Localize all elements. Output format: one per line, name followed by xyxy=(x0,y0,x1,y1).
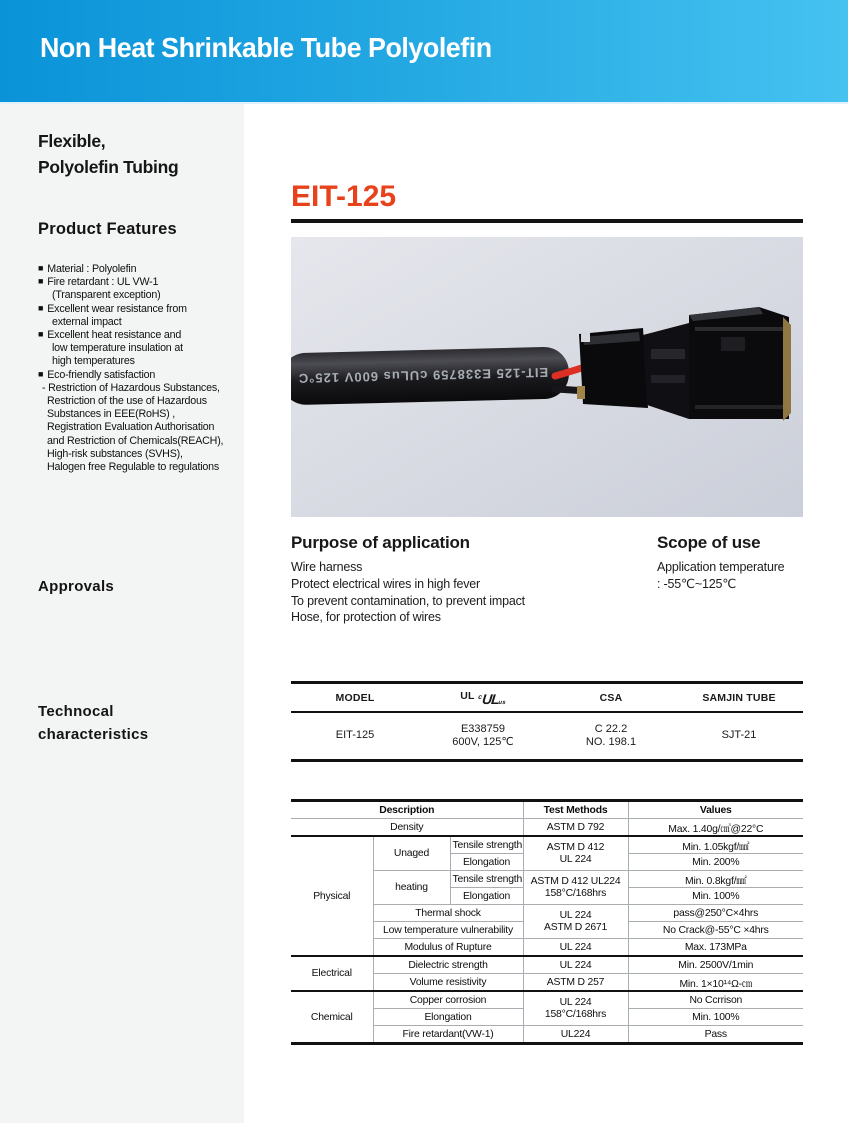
property-label: Fire retardant(VW-1) xyxy=(373,1026,523,1044)
page-header-banner xyxy=(0,0,848,104)
approvals-csa-value: C 22.2 NO. 198.1 xyxy=(585,722,637,748)
approvals-header-row xyxy=(291,683,803,713)
method-cell: UL 224 xyxy=(523,939,628,957)
product-subtitle-line1: Flexible, xyxy=(38,131,106,151)
feature-text: low temperature insulation at xyxy=(52,342,183,355)
technical-characteristics-table xyxy=(291,799,803,1045)
approvals-header-samjin: SAMJIN TUBE xyxy=(675,683,803,713)
feature-item xyxy=(38,263,238,276)
scope-line: : -55℃~125℃ xyxy=(657,576,737,591)
category-electrical: Electrical xyxy=(291,956,373,991)
value-cell: Min. 1.05kgf/㎟ xyxy=(628,836,803,854)
value-cell: Min. 200% xyxy=(628,854,803,871)
value-cell: Min. 100% xyxy=(628,1009,803,1026)
property-label: Modulus of Rupture xyxy=(373,939,523,957)
method-cell: UL 224 xyxy=(523,956,628,974)
method-cell: UL224 xyxy=(523,1026,628,1044)
eco-note-line: and Restriction of Chemicals(REACH), xyxy=(47,434,224,447)
feature-text: external impact xyxy=(52,315,122,328)
approvals-samjin-value: SJT-21 xyxy=(721,729,757,742)
tech-row-copper-corrosion xyxy=(291,991,803,1009)
approvals-header-csa: CSA xyxy=(547,683,675,713)
scope-heading: Scope of use xyxy=(657,533,761,552)
category-chemical: Chemical xyxy=(291,991,373,1044)
tech-header-test-methods: Test Methods xyxy=(523,801,628,819)
value-cell: No Crack@-55°C ×4hrs xyxy=(628,922,803,939)
approvals-table xyxy=(291,681,803,762)
property-label: Elongation xyxy=(373,1009,523,1026)
eco-note-line: Registration Evaluation Authorisation xyxy=(47,421,215,434)
product-photo xyxy=(291,237,803,517)
property-label: Thermal shock xyxy=(373,905,523,922)
bullet-square-icon: ■ xyxy=(38,263,44,273)
purpose-body xyxy=(291,559,525,626)
feature-item xyxy=(38,329,238,342)
bullet-square-icon: ■ xyxy=(38,302,44,313)
category-physical: Physical xyxy=(291,836,373,956)
title-rule-divider xyxy=(291,219,803,223)
feature-text: Eco-friendly satisfaction xyxy=(47,368,156,381)
heating-method: ASTM D 412 UL224 158°C/168hrs xyxy=(523,871,628,905)
property-label: Elongation xyxy=(450,854,523,871)
unaged-method: ASTM D 412 UL 224 xyxy=(523,836,628,871)
value-cell: Min. 0.8kgf/㎟ xyxy=(628,871,803,888)
approvals-heading: Approvals xyxy=(38,578,115,595)
tech-heading-line1: Technocal xyxy=(38,703,114,720)
property-label: Dielectric strength xyxy=(373,956,523,974)
purpose-line: Protect electrical wires in high fever xyxy=(291,576,481,591)
density-label: Density xyxy=(291,819,523,837)
feature-item xyxy=(38,303,238,316)
density-method: ASTM D 792 xyxy=(523,819,628,837)
thermal-method: UL 224 ASTM D 2671 xyxy=(523,905,628,939)
purpose-heading: Purpose of application xyxy=(291,533,470,552)
approvals-data-row xyxy=(291,712,803,761)
product-features-list xyxy=(38,263,238,474)
bullet-square-icon: ■ xyxy=(38,276,44,287)
feature-text: Material : Polyolefin xyxy=(47,263,137,275)
cULus-mark-icon: c UL us xyxy=(477,690,506,707)
property-label: Low temperature vulnerability xyxy=(373,922,523,939)
value-cell: Pass xyxy=(628,1026,803,1044)
scope-body xyxy=(657,559,784,593)
value-cell: Min. 2500V/1min xyxy=(628,956,803,974)
black-tube xyxy=(291,346,570,405)
tech-row-dielectric xyxy=(291,956,803,974)
property-label: Elongation xyxy=(450,888,523,905)
method-cell: ASTM D 257 xyxy=(523,974,628,992)
ul-label: UL xyxy=(460,689,475,702)
tech-header-description: Description xyxy=(291,801,523,819)
feature-text: Fire retardant : UL VW-1 xyxy=(47,276,159,289)
approvals-model-value: EIT-125 xyxy=(335,729,375,742)
tech-row-unaged-tensile xyxy=(291,836,803,854)
eco-note-line: High-risk substances (SVHS), xyxy=(47,447,183,460)
value-cell: No Ccrrison xyxy=(628,991,803,1009)
purpose-line: Hose, for protection of wires xyxy=(291,610,441,625)
feature-text: (Transparent exception) xyxy=(52,289,161,302)
purpose-line: Wire harness xyxy=(291,560,363,574)
approvals-ul-value: E338759 600V, 125℃ xyxy=(452,722,514,748)
bullet-square-icon: ■ xyxy=(38,368,44,379)
property-label: Tensile strength xyxy=(450,836,523,854)
value-cell: Max. 173MPa xyxy=(628,939,803,957)
bullet-square-icon: ■ xyxy=(38,329,44,340)
eco-note-line: Halogen free Regulable to regulations xyxy=(47,461,220,474)
tech-header-values: Values xyxy=(628,801,803,819)
value-cell: pass@250°C×4hrs xyxy=(628,905,803,922)
property-label: Tensile strength xyxy=(450,871,523,888)
model-title: EIT-125 xyxy=(291,180,397,213)
density-value: Max. 1.40g/㎤@22°C xyxy=(628,819,803,837)
feature-item xyxy=(38,369,238,382)
feature-item xyxy=(38,276,238,289)
heating-label: heating xyxy=(373,871,450,905)
tech-header-row xyxy=(291,801,803,819)
feature-text: Excellent heat resistance and xyxy=(47,329,182,342)
feature-text: Excellent wear resistance from xyxy=(47,302,187,315)
unaged-label: Unaged xyxy=(373,836,450,871)
product-subtitle-line2: Polyolefin Tubing xyxy=(38,157,179,177)
purpose-line: To prevent contamination, to prevent impact xyxy=(291,593,525,608)
product-photo-illustration xyxy=(291,237,803,517)
features-heading: Product Features xyxy=(38,220,177,238)
technical-characteristics-heading xyxy=(38,700,148,746)
approvals-header-ul xyxy=(419,683,547,713)
scope-line: Application temperature xyxy=(657,560,785,574)
feature-text: high temperatures xyxy=(52,355,135,368)
tube-print-text: EIT-125 E338759 cULus 600V 125°C xyxy=(297,364,549,387)
value-cell: Min. 100% xyxy=(628,888,803,905)
eco-note-line: Restriction of the use of Hazardous xyxy=(47,395,207,408)
product-subtitle xyxy=(38,128,178,180)
sidebar xyxy=(0,104,244,1123)
property-label: Volume resistivity xyxy=(373,974,523,992)
value-cell: Min. 1×10¹⁴Ω-㎝ xyxy=(628,974,803,992)
page-title: Non Heat Shrinkable Tube Polyolefin xyxy=(40,32,492,63)
property-label: Copper corrosion xyxy=(373,991,523,1009)
tech-heading-line2: characteristics xyxy=(38,726,149,743)
eco-note-line: - Restriction of Hazardous Substances, xyxy=(42,381,220,394)
chemical-method: UL 224 158°C/168hrs xyxy=(523,991,628,1026)
approvals-header-model: MODEL xyxy=(291,683,419,713)
eco-note-line: Substances in EEE(RoHS) , xyxy=(47,408,176,421)
tech-row-density xyxy=(291,819,803,837)
